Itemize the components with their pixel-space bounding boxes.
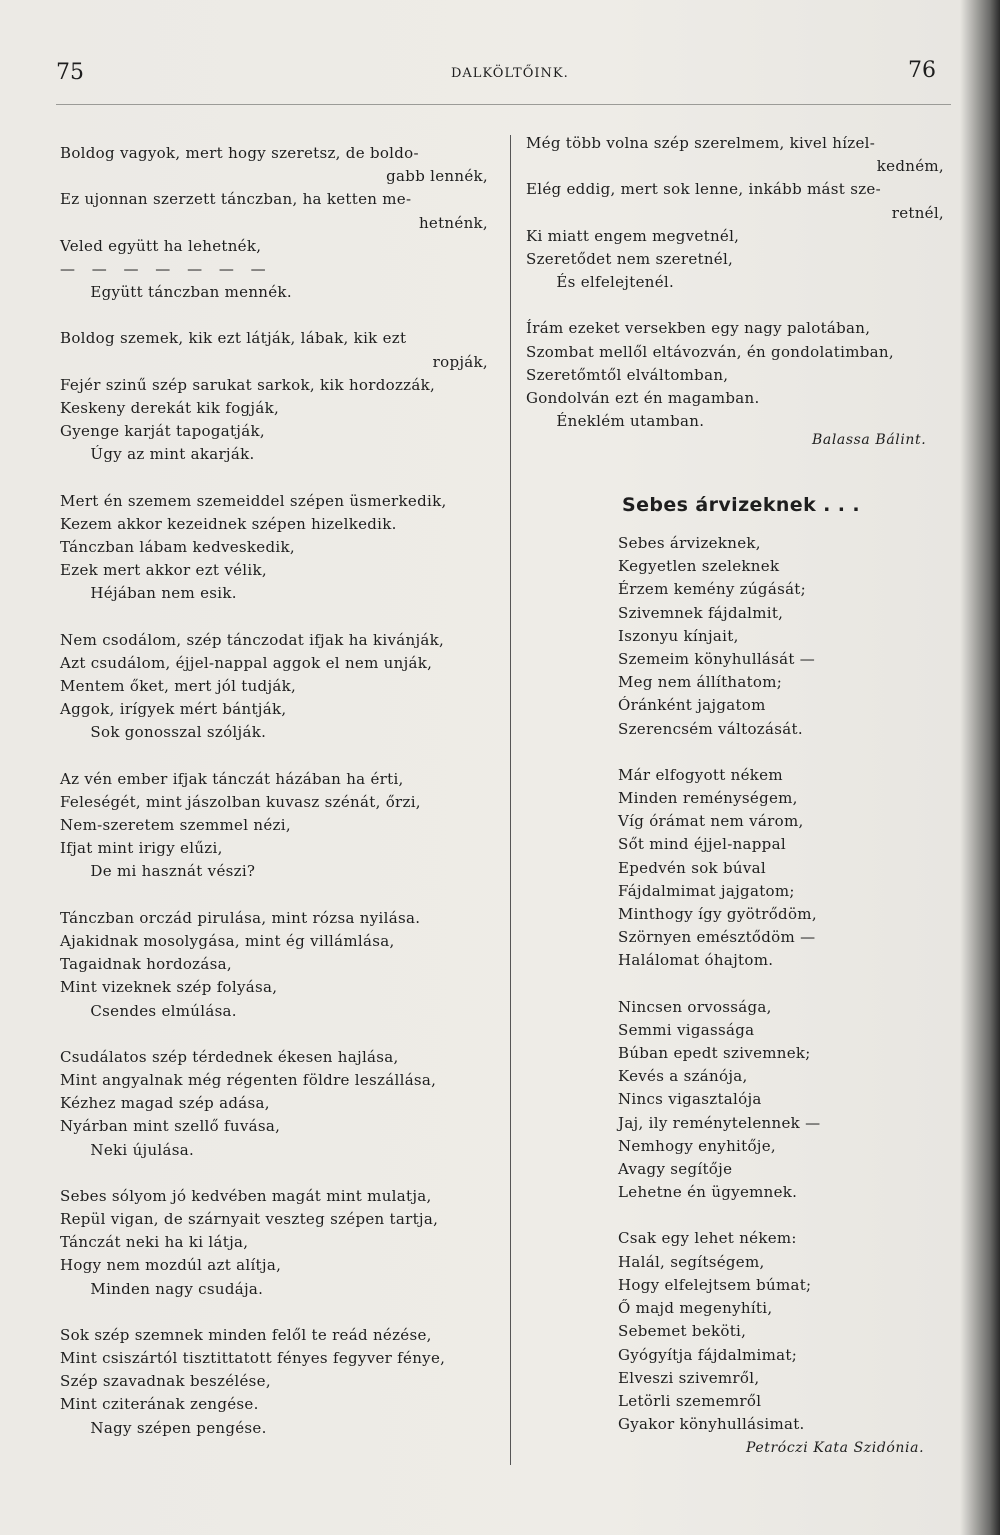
stanza [60,1185,498,1301]
verse-line: Gyógyítja fájdalmimat; [618,1345,798,1364]
verse-line: Óránként jajgatom [618,696,766,715]
page-header [56,60,936,90]
verse-line: ropják, [432,352,488,371]
verse-line: Érzem kemény zúgását; [618,580,806,599]
verse-line: Kezem akkor kezeidnek szépen hizelkedik. [60,514,397,533]
verse-line: Hogy elfelejtsem búmat; [618,1275,812,1294]
verse-line: Nincs vigasztalója [618,1090,762,1109]
verse-line: Gondolván ezt én magamban. [526,389,760,408]
verse-line: Szeretőmtől elváltomban, [526,365,729,384]
poem-title: Sebes árvizeknek . . . [622,494,860,516]
verse-line: retnél, [891,203,944,222]
verse-line: Neki újulása. [60,1140,195,1159]
verse-line: Írám ezeket versekben egy nagy palotában, [526,319,871,338]
verse-line: Ez ujonnan szerzett tánczban, ha ketten me- [60,190,412,209]
verse-line: Sebes sólyom jó kedvében magát mint mulatja, [60,1186,432,1205]
stanza [618,1227,948,1436]
verse-line: Szemeim könyhullását — [618,650,816,669]
verse-line: Szép szavadnak beszélése, [60,1372,271,1391]
verse-line: Szeretődet nem szeretnél, [526,250,734,269]
verse-line: Epedvén sok búval [618,858,766,877]
verse-line: Elég eddig, mert sok lenne, inkább mást sze- [526,180,881,199]
verse-line: Nincsen orvossága, [618,997,772,1016]
page-number-left: 75 [56,60,84,85]
verse-line: Tánczban orczád pirulása, mint rózsa nyilása. [60,908,421,927]
verse-line: Mentem őket, mert jól tudják, [60,677,297,696]
verse-line: Tánczát neki ha ki látja, [60,1233,249,1252]
stanza [526,317,954,433]
verse-line: Csak egy lehet nékem: [618,1229,797,1248]
verse-line: Csendes elmúlása. [60,1001,237,1020]
verse-line: Semmi vigassága [618,1020,755,1039]
verse-line: Éneklém utamban. [526,412,705,431]
verse-line: Lehetne én ügyemnek. [618,1183,798,1202]
verse-line: Nem-szeretem szemmel nézi, [60,816,291,835]
stanza [618,532,948,741]
right-column-poem [618,532,948,1459]
verse-line: Szivemnek fájdalmit, [618,603,784,622]
stanza [60,1324,498,1440]
author-attribution-balassa: Balassa Bálint. [812,432,927,448]
verse-line: Boldog vagyok, mert hogy szeretsz, de boldo- [60,144,419,162]
verse-line: Ifjat mint irigy elűzi, [60,839,223,858]
verse-line: Nyárban mint szellő fuvása, [60,1117,281,1136]
verse-line: Mint cziterának zengése. [60,1395,259,1414]
stanza [60,490,498,606]
stanza [60,1046,498,1162]
verse-line: Szombat mellől eltávozván, én gondolatimban, [526,342,894,361]
verse-line: És elfelejtenél. [526,273,675,292]
verse-line: gabb lennék, [386,167,488,186]
stanza [60,327,498,466]
stanza [60,629,498,745]
left-column-poem [60,142,498,1463]
stanza [618,764,948,973]
verse-line: Ezek mert akkor ezt vélik, [60,561,267,580]
verse-line: Gyakor könyhullásimat. [618,1415,805,1434]
verse-line: Sőt mind éjjel-nappal [618,835,786,854]
verse-line: Halálomat óhajtom. [618,951,774,970]
header-rule [56,104,951,105]
verse-line: Keskeny derekát kik fogják, [60,399,280,418]
verse-line: Tánczban lábam kedveskedik, [60,538,295,557]
verse-line: Ki miatt engem megvetnél, [526,226,740,245]
verse-line: hetnénk, [418,213,488,232]
verse-line: Veled együtt ha lehetnék, [60,236,262,255]
verse-line: Ő majd megenyhíti, [618,1299,773,1318]
stanza [526,132,954,294]
stanza [60,142,498,304]
verse-line: Fejér szinű szép sarukat sarkok, kik hordozzák, [60,375,436,394]
column-divider [510,135,511,1465]
verse-line: Még több volna szép szerelmem, kivel hízel- [526,134,876,152]
author-attribution-petroczi: Petróczi Kata Szidónia. [746,1440,925,1456]
verse-line: Mint csiszártól tisztittatott fényes fegyver fénye, [60,1348,446,1367]
verse-line: Avagy segítője [618,1160,733,1179]
verse-line: Kevés a szánója, [618,1067,748,1086]
verse-line: Héjában nem esik. [60,584,237,603]
verse-line: Azt csudálom, éjjel-nappal aggok el nem unják, [60,653,433,672]
verse-line: Hogy nem mozdúl azt alítja, [60,1256,282,1275]
verse-line: Kézhez magad szép adása, [60,1094,270,1113]
running-title: DALKÖLTŐINK. [451,66,569,81]
verse-line: Mert én szemem szemeiddel szépen üsmerkedik, [60,491,447,510]
verse-line: Ajakidnak mosolygása, mint ég villámlása, [60,931,395,950]
verse-line: Meg nem állíthatom; [618,673,783,692]
verse-line: Repül vigan, de szárnyait veszteg szépen tartja, [60,1209,439,1228]
verse-line: Úgy az mint akarják. [60,445,255,464]
verse-line: Sok gonosszal szólják. [60,723,267,742]
verse-line: Sebemet beköti, [618,1322,747,1341]
verse-line: — — — — — — — [60,260,272,279]
right-column-poem-end [526,132,954,456]
verse-line: Fájdalmimat jajgatom; [618,881,795,900]
verse-line: Letörli szememről [618,1391,762,1410]
verse-line: Víg órámat nem várom, [618,812,804,831]
verse-line: Tagaidnak hordozása, [60,955,232,974]
verse-line: Iszonyu kínjait, [618,626,739,645]
verse-line: kedném, [876,157,944,176]
verse-line: Az vén ember ifjak tánczát házában ha érti, [60,769,404,788]
verse-line: Minthogy így gyötrődöm, [618,905,817,924]
verse-line: Boldog szemek, kik ezt látják, lábak, kik ezt [60,329,407,348]
verse-line: Már elfogyott nékem [618,765,783,784]
verse-line: Szörnyen emésztődöm — [618,928,816,947]
verse-line: Feleségét, mint jászolban kuvasz szénát, őrzi, [60,792,421,811]
verse-line: Szerencsém változását. [618,719,803,738]
page-number-right: 76 [908,58,936,83]
verse-line: Minden reménységem, [618,789,798,808]
verse-line: Gyenge karját tapogatják, [60,422,265,441]
verse-line: Kegyetlen szeleknek [618,557,780,576]
verse-line: Együtt tánczban mennék. [60,283,292,302]
verse-line: Csudálatos szép térdednek ékesen hajlása, [60,1047,399,1066]
verse-line: Sok szép szemnek minden felől te reád nézése, [60,1325,432,1344]
stanza [618,996,948,1205]
verse-line: Nagy szépen pengése. [60,1418,267,1437]
verse-line: De mi hasznát vészi? [60,862,256,881]
verse-line: Minden nagy csudája. [60,1279,264,1298]
verse-line: Nem csodálom, szép tánczodat ifjak ha kivánják, [60,630,445,649]
verse-line: Mint vizeknek szép folyása, [60,978,278,997]
verse-line: Mint angyalnak még régenten földre leszállása, [60,1070,437,1089]
verse-line: Elveszi szivemről, [618,1368,760,1387]
stanza [60,907,498,1023]
verse-line: Aggok, irígyek mért bántják, [60,700,287,719]
verse-line: Sebes árvizeknek, [618,534,761,552]
stanza [60,768,498,884]
verse-line: Jaj, ily reménytelennek — [618,1113,821,1132]
verse-line: Nemhogy enyhitője, [618,1136,776,1155]
verse-line: Halál, segítségem, [618,1252,765,1271]
verse-line: Búban epedt szivemnek; [618,1044,811,1063]
